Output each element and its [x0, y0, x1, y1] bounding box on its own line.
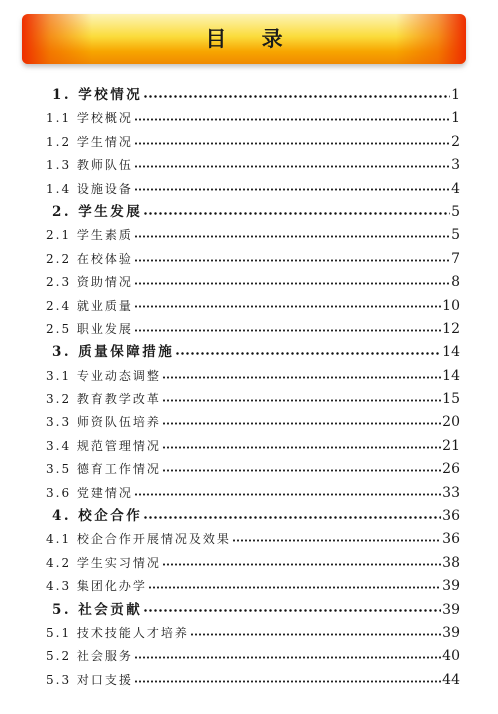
toc-entry[interactable]	[46, 552, 460, 575]
toc-entry-page: 3	[451, 157, 460, 174]
dot-leader	[134, 116, 450, 124]
dot-leader	[134, 139, 450, 147]
toc-entry-label: 2.4 就业质量	[46, 298, 133, 313]
toc-entry[interactable]	[46, 224, 460, 247]
dot-leader	[143, 92, 450, 100]
toc-entry-label: 3.5 德育工作情况	[46, 462, 161, 477]
toc-entry[interactable]	[46, 178, 460, 201]
dot-leader	[143, 209, 450, 217]
toc-entry-label: 2.5 职业发展	[46, 321, 133, 336]
toc-entry-label: 2.1 学生素质	[46, 228, 133, 243]
toc-entry-label: 3.1 专业动态调整	[46, 368, 161, 383]
toc-entry-page: 5	[451, 227, 460, 244]
toc-entry[interactable]	[46, 482, 460, 505]
dot-leader	[134, 654, 441, 662]
toc-entry-page: 21	[442, 437, 460, 454]
toc-entry-page: 38	[442, 554, 460, 571]
toc-entry-page: 33	[442, 484, 460, 501]
toc-entry-label: 3.3 师资队伍培养	[46, 415, 161, 430]
page-title: 目 录	[205, 26, 297, 51]
toc-entry-page: 7	[451, 250, 460, 267]
toc-entry-label: 4. 校企合作	[52, 508, 143, 525]
toc-section-entry[interactable]	[46, 201, 460, 224]
toc-section-entry[interactable]	[46, 84, 460, 107]
toc-entry-page: 26	[442, 461, 460, 478]
toc-entry-page: 1	[451, 86, 460, 103]
toc-entry-label: 4.2 学生实习情况	[46, 555, 161, 570]
dot-leader	[134, 490, 441, 498]
toc-entry-label: 1.4 设施设备	[46, 181, 133, 196]
toc-entry[interactable]	[46, 645, 460, 668]
toc-entry-label: 3.6 党建情况	[46, 485, 133, 500]
toc-entry-label: 5. 社会贡献	[52, 601, 143, 618]
dot-leader	[190, 630, 441, 638]
toc-entry-page: 10	[442, 297, 460, 314]
dot-leader	[134, 186, 450, 194]
toc-entry-page: 39	[442, 624, 460, 641]
toc-entry[interactable]	[46, 528, 460, 551]
toc-entry-page: 36	[442, 531, 460, 548]
toc-entry-page: 44	[442, 671, 460, 688]
dot-leader	[134, 233, 450, 241]
toc-entry-label: 5.1 技术技能人才培养	[46, 625, 189, 640]
toc-entry-page: 2	[451, 133, 460, 150]
dot-leader	[134, 280, 450, 288]
dot-leader	[134, 303, 441, 311]
toc-entry-label: 2. 学生发展	[52, 203, 143, 220]
toc-entry-label: 5.2 社会服务	[46, 649, 133, 664]
dot-leader	[143, 607, 441, 615]
toc-entry-label: 4.3 集团化办学	[46, 579, 147, 594]
toc-entry-label: 2.2 在校体验	[46, 251, 133, 266]
toc-entry-page: 39	[442, 601, 460, 618]
toc-entry-label: 1.1 学校概况	[46, 111, 133, 126]
dot-leader	[134, 677, 441, 685]
toc-entry-label: 5.3 对口支援	[46, 672, 133, 687]
toc-entry[interactable]	[46, 575, 460, 598]
toc-section-entry[interactable]	[46, 599, 460, 622]
dot-leader	[134, 326, 441, 334]
toc-section-entry[interactable]	[46, 505, 460, 528]
toc-entry-page: 36	[442, 508, 460, 525]
toc-entry[interactable]	[46, 458, 460, 481]
toc-entry-label: 4.1 校企合作开展情况及效果	[46, 532, 231, 547]
toc-entry[interactable]	[46, 365, 460, 388]
toc-entry[interactable]	[46, 318, 460, 341]
toc-entry-page: 8	[451, 274, 460, 291]
dot-leader	[162, 396, 441, 404]
toc-entry-page: 40	[442, 648, 460, 665]
dot-leader	[148, 584, 441, 592]
toc-entry[interactable]	[46, 435, 460, 458]
toc-entry-label: 2.3 资助情况	[46, 275, 133, 290]
dot-leader	[162, 560, 441, 568]
dot-leader	[175, 350, 441, 358]
toc-entry[interactable]	[46, 669, 460, 692]
toc-entry[interactable]	[46, 622, 460, 645]
toc-entry[interactable]	[46, 411, 460, 434]
table-of-contents	[46, 84, 460, 692]
toc-entry[interactable]	[46, 248, 460, 271]
dot-leader	[143, 513, 441, 521]
toc-entry[interactable]	[46, 107, 460, 130]
toc-entry-page: 1	[451, 110, 460, 127]
dot-leader	[162, 373, 441, 381]
toc-entry-page: 14	[442, 344, 460, 361]
dot-leader	[232, 537, 441, 545]
toc-entry[interactable]	[46, 271, 460, 294]
toc-entry-page: 15	[442, 391, 460, 408]
toc-entry-label: 1.2 学生情况	[46, 134, 133, 149]
toc-entry-page: 4	[451, 180, 460, 197]
toc-entry-page: 20	[442, 414, 460, 431]
dot-leader	[134, 256, 450, 264]
toc-entry-label: 1. 学校情况	[52, 86, 143, 103]
dot-leader	[162, 467, 441, 475]
toc-entry-page: 39	[442, 578, 460, 595]
toc-entry[interactable]	[46, 131, 460, 154]
toc-entry-label: 3.4 规范管理情况	[46, 438, 161, 453]
toc-entry[interactable]	[46, 154, 460, 177]
dot-leader	[162, 420, 441, 428]
toc-section-entry[interactable]	[46, 341, 460, 364]
toc-entry-label: 1.3 教师队伍	[46, 158, 133, 173]
toc-entry-page: 14	[442, 367, 460, 384]
toc-entry-page: 12	[442, 320, 460, 337]
toc-entry-label: 3.2 教育教学改革	[46, 392, 161, 407]
toc-entry-page: 5	[451, 203, 460, 220]
dot-leader	[162, 443, 441, 451]
toc-entry-label: 3. 质量保障措施	[52, 344, 175, 361]
title-banner	[22, 14, 466, 64]
dot-leader	[134, 163, 450, 171]
toc-entry[interactable]	[46, 295, 460, 318]
toc-entry[interactable]	[46, 388, 460, 411]
